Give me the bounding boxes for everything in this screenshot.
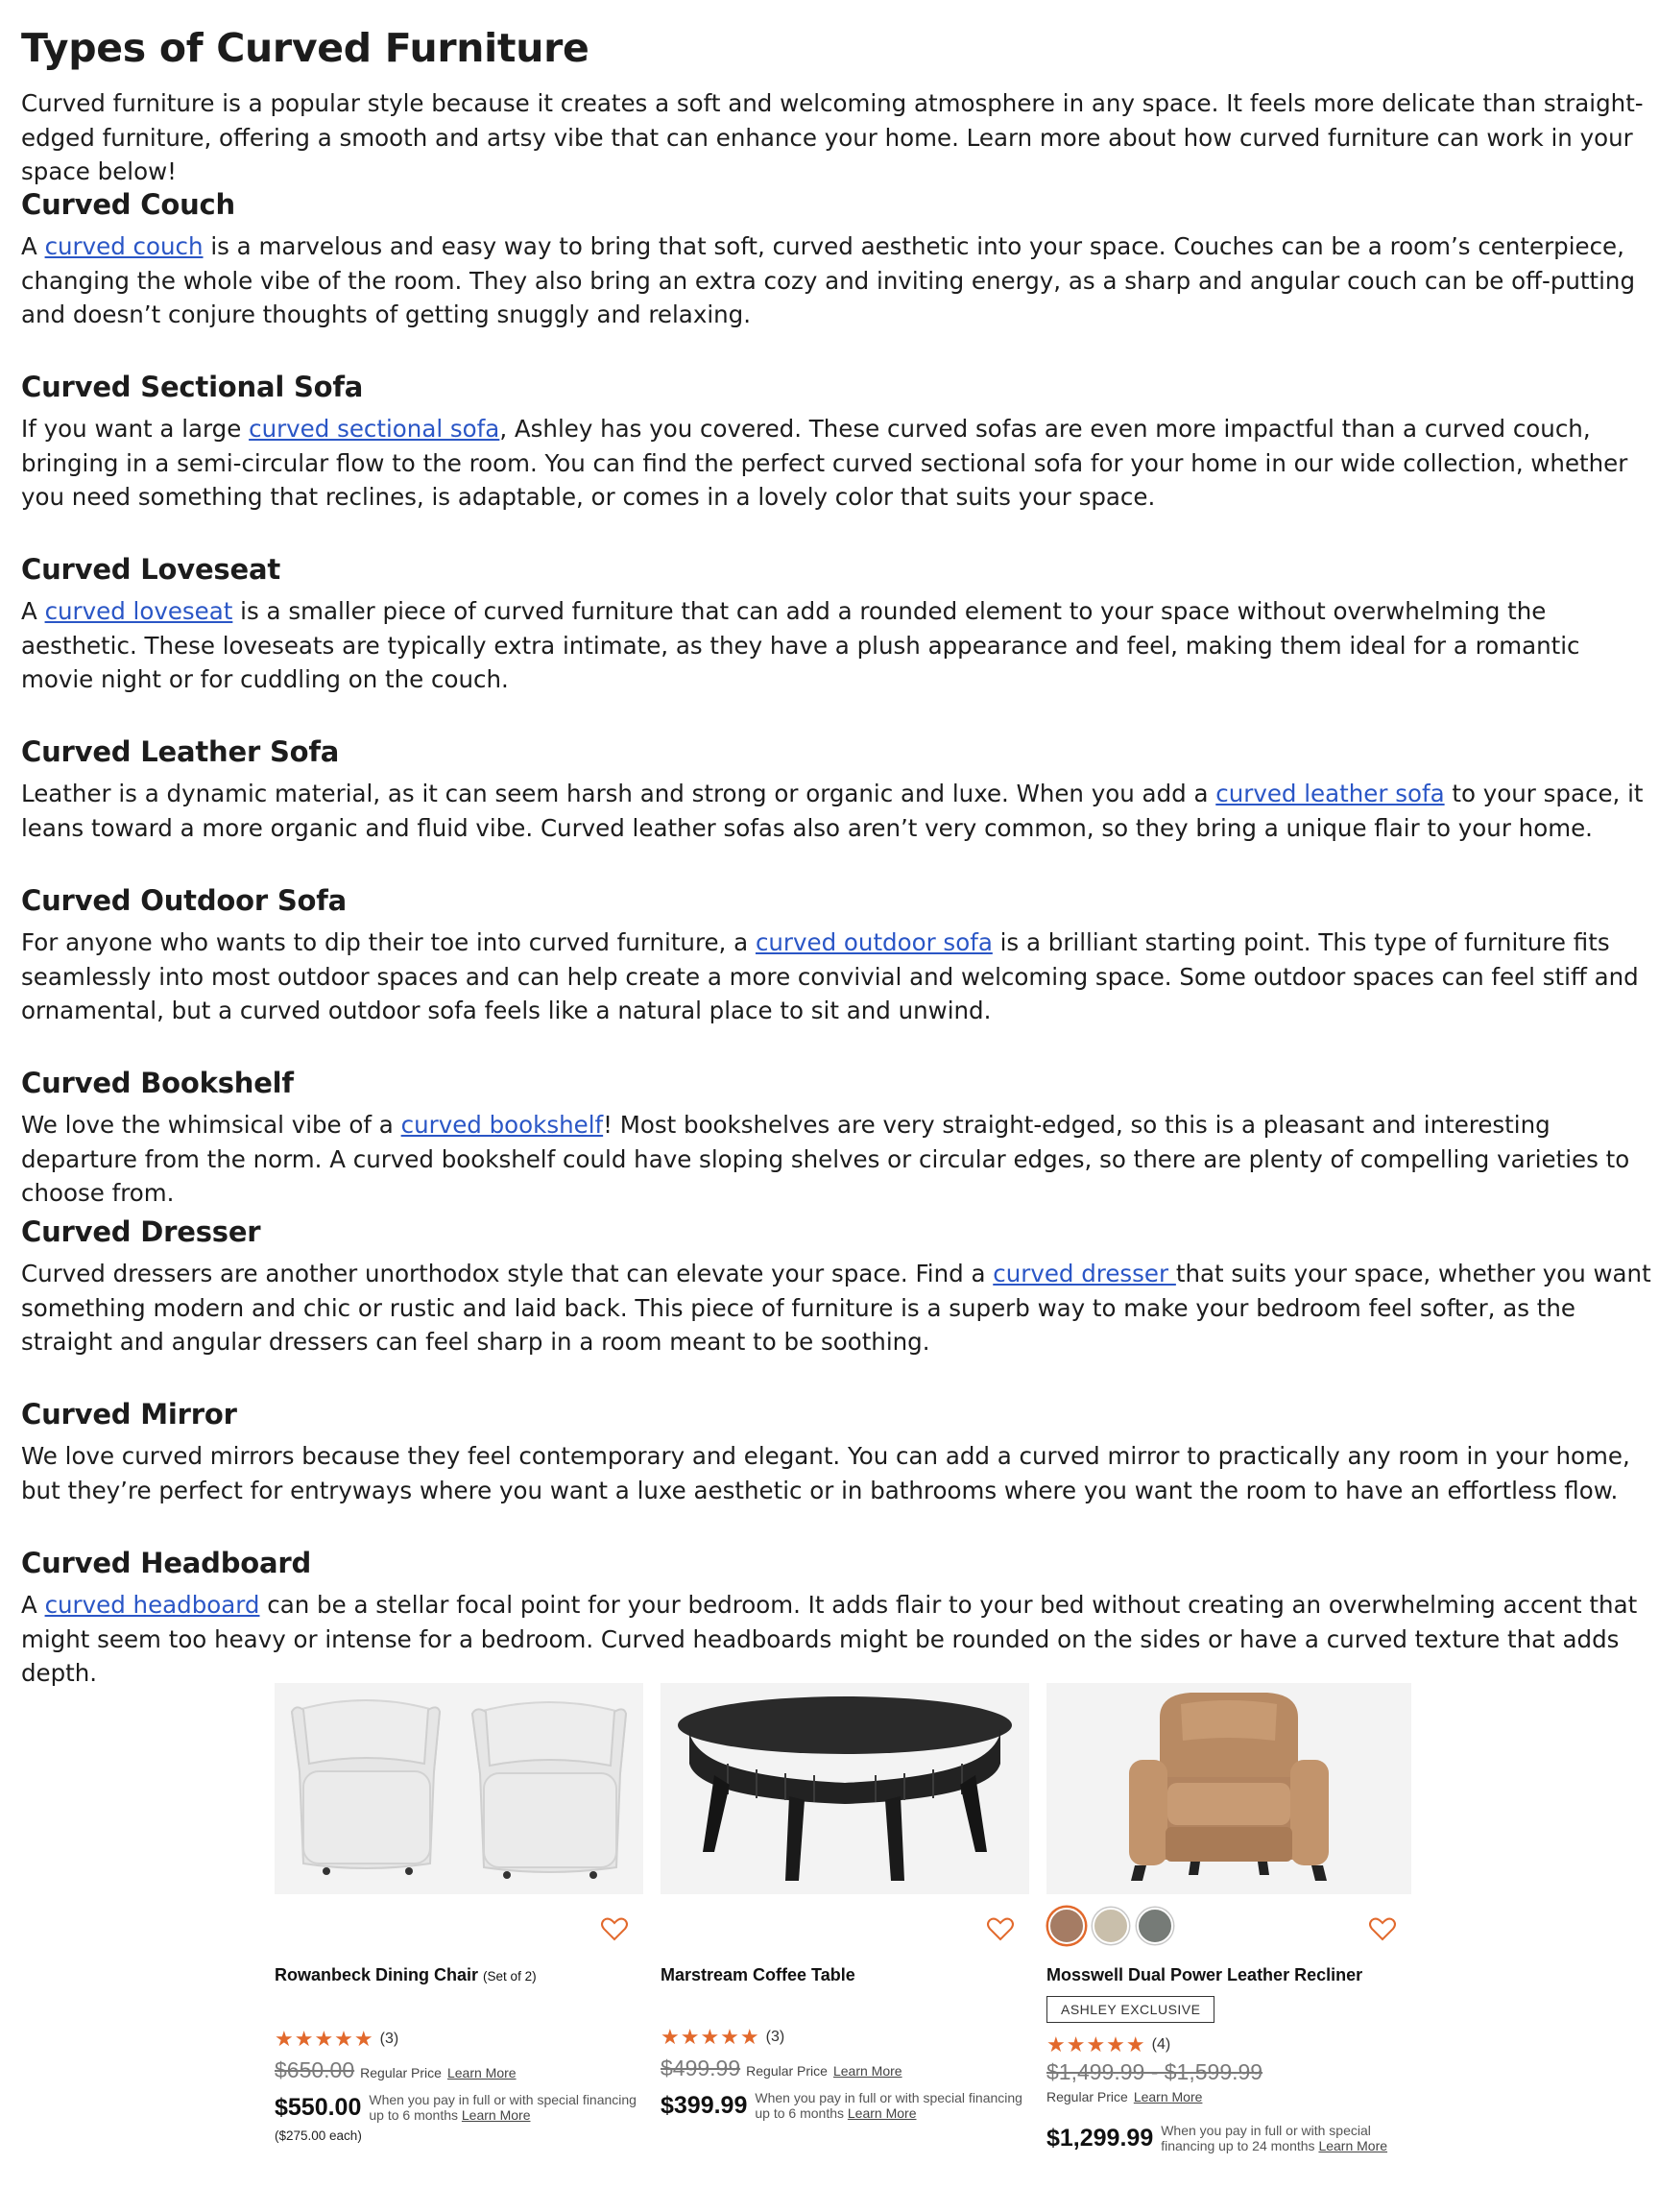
curved-headboard-link[interactable]: curved headboard xyxy=(44,1591,260,1619)
section-curved-sectional-sofa xyxy=(21,368,1657,515)
curved-bookshelf-link[interactable]: curved bookshelf xyxy=(400,1111,604,1139)
product-card-marstream[interactable] xyxy=(661,1683,1029,2121)
price-each: ($275.00 each) xyxy=(275,2128,362,2143)
section-heading: Curved Leather Sofa xyxy=(21,735,340,768)
card-actions xyxy=(1046,1904,1411,1954)
review-count: (3) xyxy=(379,2031,399,2047)
section-body: For anyone who wants to dip their toe into curved furniture, a curved outdoor sofa is a brilliant starting point. This type of furniture fits seamlessly into most outdoor spaces and can help create a more convivial and welcoming space. Some outdoor spaces can feel stiff and ornamental, but a curved outdoor sofa feels like a natural place to sit and unwind. xyxy=(21,928,1639,1024)
financing-learn-more-link[interactable]: Learn More xyxy=(1318,2137,1388,2153)
curved-leather-sofa-link[interactable]: curved leather sofa xyxy=(1215,780,1445,807)
section-body: A curved couch is a marvelous and easy way to bring that soft, curved aesthetic into your space. Couches can be a room’s centerpiece, changing the whole vibe of the room. They also bring an extra cozy and inviting energy, as a sharp and angular couch can be off-putting and doesn’t conjure thoughts of getting snuggly and relaxing. xyxy=(21,232,1636,328)
exclusive-badge: ASHLEY EXCLUSIVE xyxy=(1046,1996,1214,2023)
section-body: We love the whimsical vibe of a curved bookshelf! Most bookshelves are very straight-edged, so this is a pleasant and interesting departure from the norm. A curved bookshelf could have sloping shelves or circular edges, so there are plenty of compelling varieties to choose from. xyxy=(21,1111,1630,1207)
financing-note: When you pay in full or with special financing up to 24 months Learn More xyxy=(1161,2123,1388,2153)
heart-icon[interactable] xyxy=(985,1913,1016,1944)
financing-learn-more-link[interactable]: Learn More xyxy=(461,2106,531,2123)
color-swatch[interactable] xyxy=(1048,1908,1085,1944)
section-heading: Curved Sectional Sofa xyxy=(21,371,364,403)
section-curved-leather-sofa xyxy=(21,733,1657,845)
curved-sectional-sofa-link[interactable]: curved sectional sofa xyxy=(249,415,500,443)
review-count: (4) xyxy=(1151,2036,1171,2053)
section-curved-dresser xyxy=(21,1213,1657,1359)
chair-right xyxy=(472,1702,626,1879)
curved-dresser-link[interactable]: curved dresser xyxy=(993,1260,1176,1287)
card-actions xyxy=(275,1904,643,1954)
learn-more-link[interactable]: Learn More xyxy=(832,2063,902,2079)
product-rating[interactable] xyxy=(661,2025,1029,2050)
regular-price-label-row xyxy=(1046,2089,1411,2104)
financing-note: When you pay in full or with special financing up to 6 months Learn More xyxy=(755,2090,1022,2121)
section-body: If you want a large curved sectional sofa, Ashley has you covered. These curved sofas are even more impactful than a curved couch, bringing in a semi-circular flow to the room. You can find the perfect curved sectional sofa for your home in our wide collection, whether you need something that reclines, is adaptable, or comes in a lovely color that suits your space. xyxy=(21,415,1628,511)
sale-price: $399.99 xyxy=(661,2092,748,2119)
star-icon: ★★★★★ xyxy=(661,2025,760,2049)
regular-price-row xyxy=(1046,2059,1411,2085)
product-image[interactable] xyxy=(661,1683,1029,1894)
heart-icon[interactable] xyxy=(599,1913,630,1944)
sale-price: $1,299.99 xyxy=(1046,2125,1154,2152)
financing-note: When you pay in full or with special financing up to 6 months Learn More xyxy=(369,2092,637,2123)
recliner-illustration xyxy=(1046,1683,1411,1894)
regular-price-label: Regular Price xyxy=(746,2063,828,2079)
color-swatches xyxy=(1048,1908,1173,1944)
section-curved-mirror xyxy=(21,1395,1657,1507)
sale-price-row xyxy=(661,2091,1029,2121)
heart-icon[interactable] xyxy=(1367,1913,1398,1944)
dining-chairs-illustration xyxy=(275,1683,643,1894)
regular-price-label: Regular Price xyxy=(1046,2089,1128,2104)
intro-paragraph: Curved furniture is a popular style because it creates a soft and welcoming atmosphere in any space. It feels more delicate than straight-edged furniture, offering a smooth and artsy vibe that can enhance your home. Learn more about how curved furniture can work in your space below! xyxy=(21,89,1644,185)
section-body: Curved dressers are another unorthodox style that can elevate your space. Find a curved dresser that suits your space, whether you want something modern and chic or rustic and laid back. This piece of furniture is a superb way to make your bedroom feel softer, as the straight and angular dressers can feel sharp in a room meant to be soothing. xyxy=(21,1260,1651,1356)
regular-price-row xyxy=(275,2057,643,2083)
curved-loveseat-link[interactable]: curved loveseat xyxy=(44,597,233,625)
curved-outdoor-sofa-link[interactable]: curved outdoor sofa xyxy=(755,928,993,956)
section-curved-headboard xyxy=(21,1544,1657,1691)
product-image[interactable] xyxy=(275,1683,643,1894)
star-icon: ★★★★★ xyxy=(1046,2032,1146,2056)
section-heading: Curved Loveseat xyxy=(21,553,280,586)
section-curved-outdoor-sofa xyxy=(21,881,1657,1028)
section-body: Leather is a dynamic material, as it can seem harsh and strong or organic and luxe. When you add a curved leather sofa to your space, it leans toward a more organic and fluid vibe. Curved leather sofas also aren’t very common, so they bring a unique flair to your home. xyxy=(21,780,1644,842)
section-heading: Curved Couch xyxy=(21,188,235,221)
financing-learn-more-link[interactable]: Learn More xyxy=(847,2104,917,2121)
product-rating[interactable] xyxy=(1046,2032,1411,2057)
product-name[interactable]: Marstream Coffee Table xyxy=(661,1965,855,1984)
product-qualifier: (Set of 2) xyxy=(483,1969,537,1984)
product-rating[interactable] xyxy=(275,2027,643,2052)
sale-price-row xyxy=(275,2093,643,2123)
star-icon: ★★★★★ xyxy=(275,2027,374,2051)
section-heading: Curved Dresser xyxy=(21,1215,261,1248)
color-swatch[interactable] xyxy=(1137,1908,1173,1944)
chair-left xyxy=(292,1700,440,1875)
color-swatch[interactable] xyxy=(1093,1908,1129,1944)
product-name[interactable]: Mosswell Dual Power Leather Recliner xyxy=(1046,1965,1363,1984)
review-count: (3) xyxy=(765,2029,785,2045)
section-body: We love curved mirrors because they feel contemporary and elegant. You can add a curved mirror to practically any room in your home, but they’re perfect for entryways where you want a luxe aesthetic or in bathrooms where you want the room to have an effortless flow. xyxy=(21,1442,1630,1504)
section-curved-loveseat xyxy=(21,550,1657,697)
section-body: A curved loveseat is a smaller piece of curved furniture that can add a rounded element to your space without overwhelming the aesthetic. These loveseats are typically extra intimate, as they have a plush appearance and feel, making them ideal for a romantic movie night or for cuddling on the couch. xyxy=(21,597,1580,693)
sale-price: $550.00 xyxy=(275,2094,362,2121)
regular-price-row xyxy=(661,2056,1029,2081)
regular-price: $499.99 xyxy=(661,2056,741,2080)
product-card-mosswell[interactable] xyxy=(1046,1683,1411,2153)
page-title: Types of Curved Furniture xyxy=(21,25,589,71)
section-heading: Curved Mirror xyxy=(21,1398,237,1431)
section-heading: Curved Bookshelf xyxy=(21,1067,294,1099)
sale-price-row xyxy=(1046,2124,1411,2153)
section-heading: Curved Headboard xyxy=(21,1547,312,1579)
regular-price: $650.00 xyxy=(275,2057,355,2082)
product-name[interactable]: Rowanbeck Dining Chair (Set of 2) xyxy=(275,1965,537,1984)
product-card-rowanbeck[interactable] xyxy=(275,1683,643,2143)
coffee-table-illustration xyxy=(661,1683,1029,1894)
card-actions xyxy=(661,1904,1029,1954)
section-curved-couch xyxy=(21,185,1657,332)
curved-couch-link[interactable]: curved couch xyxy=(44,232,204,260)
section-body: A curved headboard can be a stellar focal point for your bedroom. It adds flair to your bed without creating an overwhelming accent that might seem too heavy or intense for a bedroom. Curved headboards might be rounded on the sides or have a curved texture that adds depth. xyxy=(21,1591,1638,1687)
learn-more-link[interactable]: Learn More xyxy=(1133,2089,1203,2104)
regular-price-label: Regular Price xyxy=(360,2065,442,2080)
section-curved-bookshelf xyxy=(21,1064,1657,1211)
regular-price: $1,499.99 - $1,599.99 xyxy=(1046,2059,1263,2084)
product-image[interactable] xyxy=(1046,1683,1411,1894)
learn-more-link[interactable]: Learn More xyxy=(446,2065,517,2080)
section-heading: Curved Outdoor Sofa xyxy=(21,884,348,917)
